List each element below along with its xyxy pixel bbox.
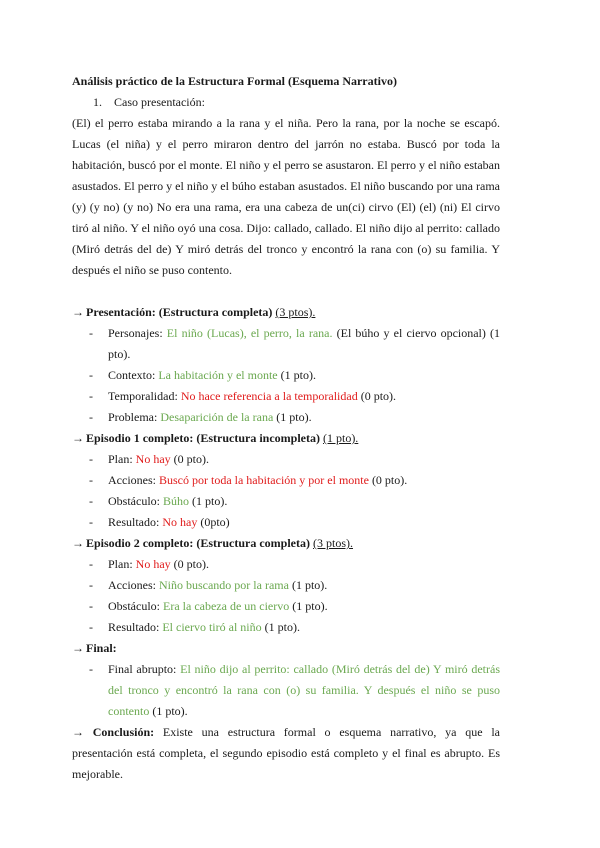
item-label: Resultado: — [108, 620, 163, 634]
item-score: (0 pto). — [170, 557, 209, 571]
dash-bullet: - — [89, 557, 93, 571]
item-label: Resultado: — [108, 515, 163, 529]
case-number: 1. — [93, 95, 102, 109]
section-episodio2-list — [72, 554, 500, 638]
section-final-list — [72, 659, 500, 722]
item-label: Problema: — [108, 410, 161, 424]
item-value: No hay — [135, 557, 171, 571]
list-item — [72, 323, 500, 365]
item-label: Plan: — [108, 557, 136, 571]
item-label: Acciones: — [108, 578, 159, 592]
section-points: (3 ptos). — [312, 536, 353, 550]
conclusion-text: Existe una estructura formal o esquema narrativo, ya que la presentación está completa, el segundo episodio está completo y el final es abrupto. Es mejorable. — [72, 725, 500, 781]
spacer — [72, 281, 500, 302]
item-label: Final abrupto: — [108, 662, 181, 676]
section-title: Conclusión: — [92, 725, 155, 739]
item-score: (1 pto). — [288, 578, 328, 592]
item-value: El ciervo tiró al niño — [162, 620, 262, 634]
item-value: Niño buscando por la rama — [158, 578, 289, 592]
dash-bullet: - — [89, 368, 93, 382]
document-title: Análisis práctico de la Estructura Formal (Esquema Narrativo) — [72, 74, 397, 88]
list-item — [72, 659, 500, 722]
arrow-icon: → — [72, 431, 84, 445]
dash-bullet: - — [89, 473, 93, 487]
section-episodio2-heading — [72, 533, 500, 554]
item-score: (1 pto). — [189, 494, 228, 508]
item-score: (1 pto). — [277, 368, 316, 382]
section-episodio1-heading — [72, 428, 500, 449]
item-score: (1 pto). — [289, 599, 328, 613]
dash-bullet: - — [89, 326, 93, 340]
item-score: (0 pto). — [357, 389, 397, 403]
item-label: Obstáculo: — [108, 599, 163, 613]
item-value: No hace referencia a la temporalidad — [180, 389, 358, 403]
list-item — [72, 449, 500, 470]
story-text: (El) el perro estaba mirando a la rana y el niña. Pero la rana, por la noche se escapó. Lucas (el niña) y el perro miraron dentro del jarrón no estaba. Buscó por toda la habitación, buscó por el monte. El niño y el perro se asustaron. El perro y el niño estaban asustados. El perro y el niño y el búho estaban asustados. El niño buscando por una rama (y) (y no) (y no) No era una rama, era una cabeza de un(ci) cirvo (El) (el) (ni) El cirvo tiró al niño. Y el niño oyó una cosa. Dijo: callado, callado. El niño dijo al perrito: callado (Miró detrás del de) Y miró detrás del tronco y encontró la rana con (o) su familia. Y después el niño se puso contento. — [72, 116, 500, 277]
item-value: No hay — [162, 515, 198, 529]
section-conclusion — [72, 722, 500, 785]
section-title: Episodio 2 completo: (Estructura completa) — [86, 536, 310, 550]
dash-bullet: - — [89, 389, 93, 403]
section-title: Presentación: (Estructura completa) — [86, 305, 273, 319]
item-label: Temporalidad: — [108, 389, 181, 403]
item-label: Contexto: — [108, 368, 159, 382]
section-episodio1-list — [72, 449, 500, 533]
list-item — [72, 470, 500, 491]
dash-bullet: - — [89, 452, 93, 466]
dash-bullet: - — [89, 410, 93, 424]
item-value: La habitación y el monte — [158, 368, 278, 382]
list-item — [72, 491, 500, 512]
list-item — [72, 386, 500, 407]
item-score: (1 pto). — [273, 410, 312, 424]
item-label: Personajes: — [108, 326, 167, 340]
section-presentacion-heading — [72, 302, 500, 323]
item-value: No hay — [135, 452, 171, 466]
item-label: Acciones: — [108, 473, 159, 487]
arrow-icon: → — [72, 305, 84, 319]
item-score: (0 pto). — [368, 473, 408, 487]
item-label: Plan: — [108, 452, 136, 466]
item-value: El niño (Lucas), el perro, la rana. — [166, 326, 333, 340]
item-score: (El búho y el ciervo opcional) (1 pto). — [108, 326, 501, 361]
arrow-icon: → — [72, 641, 84, 655]
list-item — [72, 575, 500, 596]
document-page — [72, 71, 500, 785]
list-item — [72, 596, 500, 617]
item-value: Búho — [163, 494, 190, 508]
section-points: (3 ptos). — [275, 305, 316, 319]
item-value: El niño dijo al perrito: callado (Miró detrás del de) Y miró detrás del tronco y encontró la rana con (o) su familia. Y después el niño se puso contento — [108, 662, 500, 718]
section-points: (1 pto). — [322, 431, 359, 445]
list-item — [72, 554, 500, 575]
dash-bullet: - — [89, 662, 93, 676]
case-heading — [72, 92, 500, 113]
dash-bullet: - — [89, 515, 93, 529]
item-score: (1 pto). — [261, 620, 300, 634]
section-title: Episodio 1 completo: (Estructura incompleta) — [86, 431, 320, 445]
case-label: Caso presentación: — [114, 95, 205, 109]
dash-bullet: - — [89, 494, 93, 508]
list-item — [72, 365, 500, 386]
item-value: Buscó por toda la habitación y por el monte — [158, 473, 369, 487]
item-value: Era la cabeza de un ciervo — [163, 599, 290, 613]
section-presentacion-list — [72, 323, 500, 428]
item-score: (1 pto). — [149, 704, 188, 718]
list-item — [72, 617, 500, 638]
arrow-icon: → — [72, 725, 84, 739]
dash-bullet: - — [89, 620, 93, 634]
dash-bullet: - — [89, 599, 93, 613]
list-item — [72, 512, 500, 533]
list-item — [72, 407, 500, 428]
item-label: Obstáculo: — [108, 494, 163, 508]
dash-bullet: - — [89, 578, 93, 592]
section-final-heading — [72, 638, 500, 659]
arrow-icon: → — [72, 536, 84, 550]
section-title: Final: — [86, 641, 117, 655]
item-score: (0 pto). — [170, 452, 209, 466]
item-value: Desaparición de la rana — [160, 410, 274, 424]
item-score: (0pto) — [197, 515, 230, 529]
